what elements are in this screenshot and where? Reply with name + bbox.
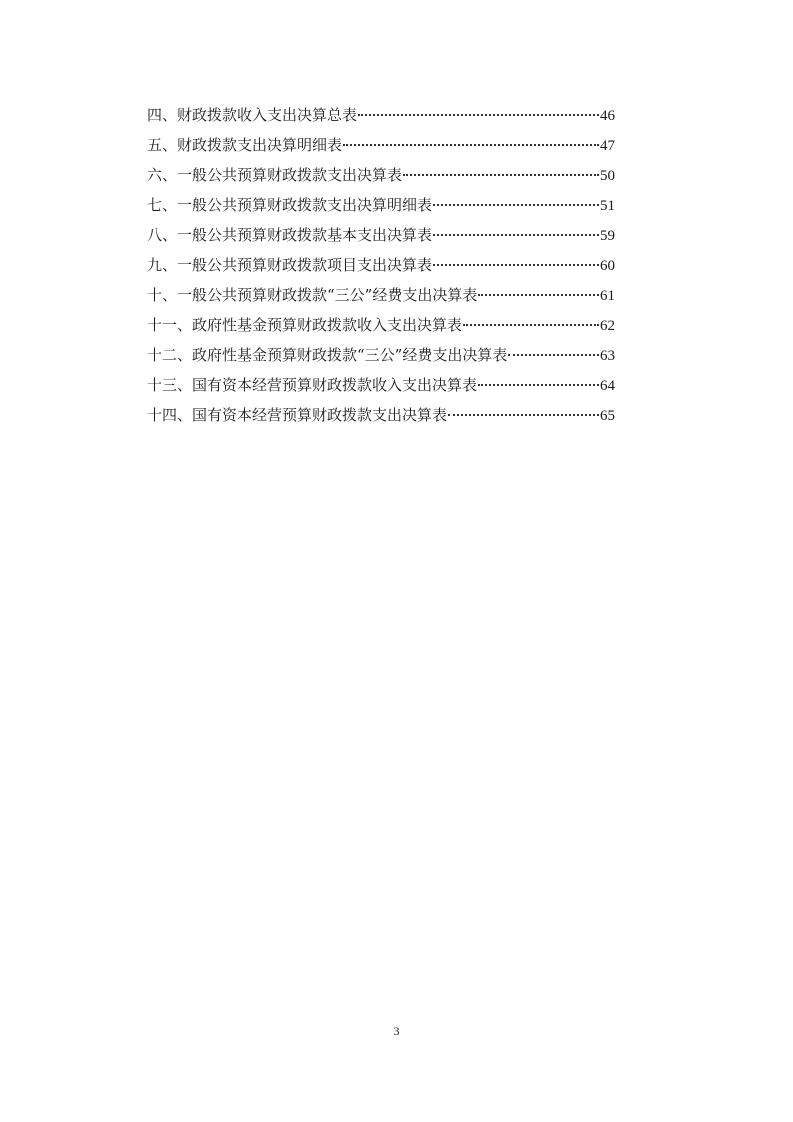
toc-leader-dots (343, 144, 599, 146)
toc-entry-page: 59 (600, 228, 615, 244)
toc-entry-title: 十四、国有资本经营预算财政拨款支出决算表 (147, 406, 448, 424)
toc-leader-dots (403, 174, 599, 176)
toc-entry-title: 八、一般公共预算财政拨款基本支出决算表 (147, 226, 433, 244)
toc-entry-page: 46 (600, 108, 615, 124)
toc-entry-page: 65 (600, 408, 615, 424)
toc-leader-dots (433, 234, 599, 236)
toc-entry-title: 十、一般公共预算财政拨款“三公”经费支出决算表 (147, 286, 478, 304)
toc-entry[interactable] (147, 220, 615, 250)
toc-entry[interactable] (147, 400, 615, 430)
toc-leader-dots (508, 354, 599, 356)
toc-entry-title: 十三、国有资本经营预算财政拨款收入支出决算表 (147, 376, 478, 394)
toc-entry-page: 51 (600, 198, 615, 214)
toc-entry[interactable] (147, 340, 615, 370)
toc-entry[interactable] (147, 310, 615, 340)
toc-entry[interactable] (147, 280, 615, 310)
toc-entry-page: 61 (600, 288, 615, 304)
toc-leader-dots (448, 414, 599, 416)
toc-entry[interactable] (147, 250, 615, 280)
toc-entry-page: 63 (600, 348, 615, 364)
toc-entry[interactable] (147, 160, 615, 190)
toc-entry-title: 七、一般公共预算财政拨款支出决算明细表 (147, 196, 433, 214)
toc-entry[interactable] (147, 190, 615, 220)
toc-entry-page: 64 (600, 378, 615, 394)
toc-entry-title: 四、财政拨款收入支出决算总表 (147, 106, 358, 124)
toc-entry-title: 五、财政拨款支出决算明细表 (147, 136, 343, 154)
page-number: 3 (393, 1024, 400, 1038)
toc-entry-title: 十二、政府性基金预算财政拨款“三公”经费支出决算表 (147, 346, 508, 364)
toc-leader-dots (433, 264, 599, 266)
toc-leader-dots (463, 324, 599, 326)
toc-leader-dots (478, 384, 599, 386)
toc-entry-page: 50 (600, 168, 615, 184)
table-of-contents (147, 100, 615, 430)
toc-leader-dots (478, 294, 599, 296)
toc-leader-dots (433, 204, 599, 206)
toc-entry-title: 六、一般公共预算财政拨款支出决算表 (147, 166, 403, 184)
toc-entry-page: 47 (600, 138, 615, 154)
toc-leader-dots (358, 114, 599, 116)
toc-entry-page: 62 (600, 318, 615, 334)
toc-entry[interactable] (147, 130, 615, 160)
toc-entry-title: 十一、政府性基金预算财政拨款收入支出决算表 (147, 316, 463, 334)
toc-entry[interactable] (147, 100, 615, 130)
toc-entry-page: 60 (600, 258, 615, 274)
toc-entry-title: 九、一般公共预算财政拨款项目支出决算表 (147, 256, 433, 274)
toc-entry[interactable] (147, 370, 615, 400)
